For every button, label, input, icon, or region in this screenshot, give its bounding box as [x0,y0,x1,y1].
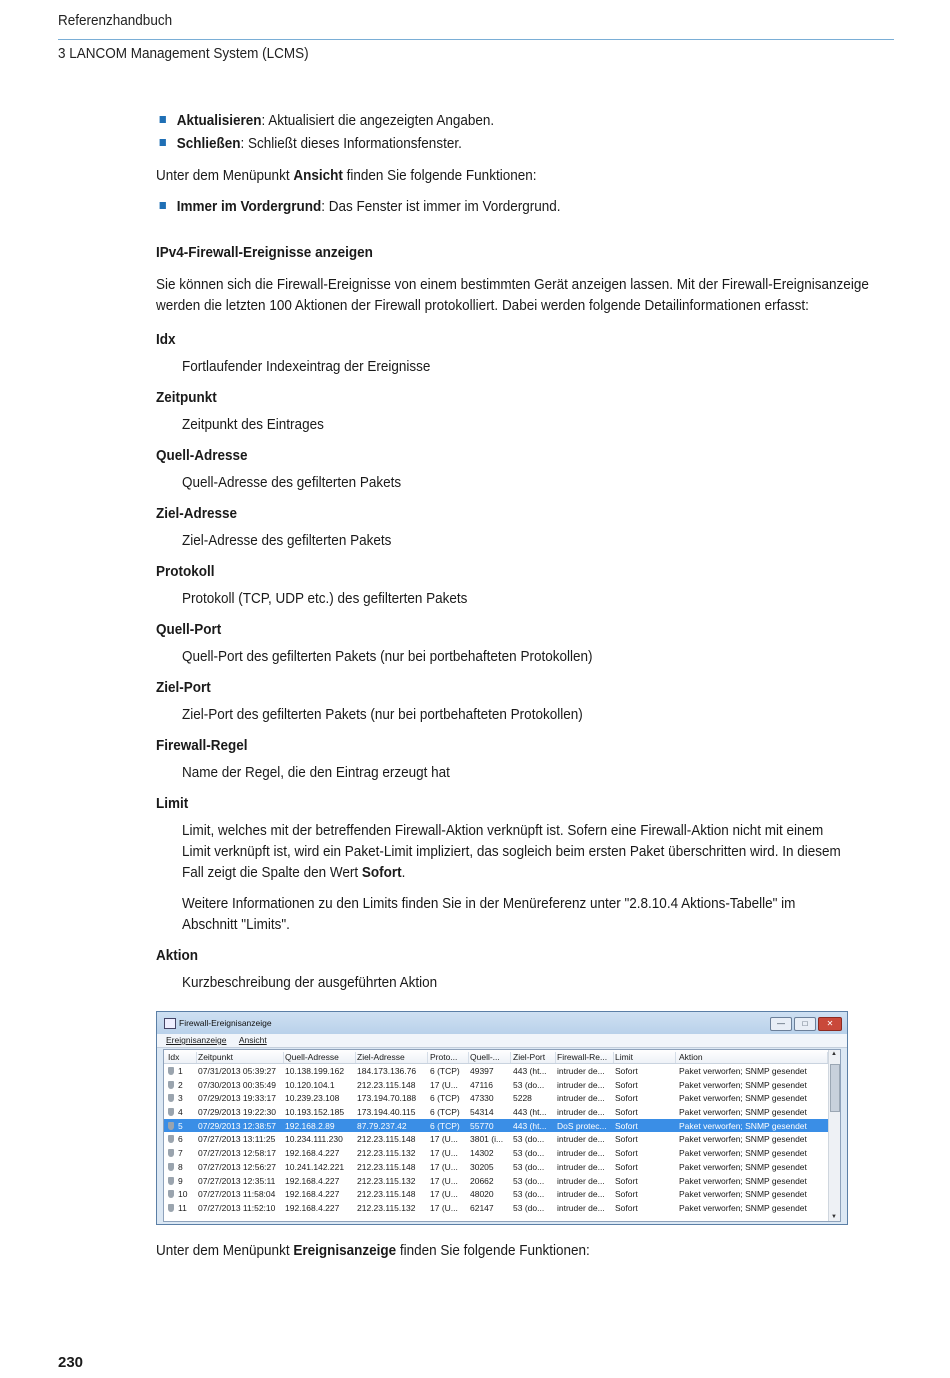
table-cell: 53 (do... [513,1161,545,1172]
def-term: Protokoll [156,563,215,580]
column-header[interactable]: Ziel-Port [513,1052,556,1063]
table-cell: Paket verworfen; SNMP gesendet [679,1120,807,1131]
def-term: Quell-Adresse [156,447,248,464]
section-heading: IPv4-Firewall-Ereignisse anzeigen [156,244,373,261]
table-cell: intruder de... [557,1066,605,1076]
shield-icon [168,1204,174,1212]
table-cell: Sofort [615,1189,638,1200]
table-cell: Sofort [615,1134,638,1145]
column-header[interactable]: Ziel-Adresse [357,1052,428,1063]
event-table [163,1049,841,1222]
table-cell: Paket verworfen; SNMP gesendet [679,1175,807,1186]
table-cell: 7 [178,1148,183,1159]
table-cell: 17 (U... [430,1175,458,1186]
table-cell: 212.23.115.132 [357,1175,416,1186]
table-cell: 6 (TCP) [430,1107,460,1118]
table-cell: 212.23.115.148 [357,1134,416,1145]
table-cell: 07/27/2013 11:58:04 [198,1189,276,1200]
table-cell: 54314 [470,1107,494,1118]
minimize-button[interactable]: — [770,1017,792,1031]
shield-icon [168,1135,174,1143]
scroll-thumb[interactable] [830,1064,840,1112]
table-cell: Paket verworfen; SNMP gesendet [679,1079,807,1090]
table-cell: 20662 [470,1175,494,1186]
table-cell: Sofort [615,1107,638,1118]
running-header-book: Referenzhandbuch [58,12,173,29]
vertical-scrollbar[interactable] [828,1050,840,1221]
page-body [156,110,896,993]
table-cell: 10.239.23.108 [285,1093,340,1104]
table-cell: 8 [178,1161,183,1172]
table-cell: intruder de... [557,1107,605,1118]
scroll-down-icon[interactable]: ▼ [831,1214,837,1220]
menu-ansicht[interactable]: Ansicht [238,1035,267,1045]
table-cell: 184.173.136.76 [357,1066,417,1076]
table-row[interactable] [164,1146,840,1160]
bullet-aktualisieren [156,110,822,131]
table-cell: Paket verworfen; SNMP gesendet [679,1066,807,1076]
table-cell: 07/29/2013 12:38:57 [198,1120,276,1131]
def-term: Firewall-Regel [156,737,248,754]
def-desc: Ziel-Adresse des gefilterten Pakets [182,532,392,549]
table-cell: 212.23.115.148 [357,1161,416,1172]
table-cell: 5228 [513,1093,532,1104]
bullet-text: : Das Fenster ist immer im Vordergrund. [321,198,561,215]
table-cell: 11 [178,1202,187,1213]
table-cell: intruder de... [557,1189,605,1200]
bullet-text: : Aktualisiert die angezeigten Angaben. [261,112,495,129]
table-cell: 48020 [470,1189,494,1200]
table-cell: 62147 [470,1202,494,1213]
shield-icon [168,1122,174,1130]
table-cell: 17 (U... [430,1148,458,1159]
table-cell: 10.138.199.162 [285,1066,345,1076]
bullet-schliessen [156,133,822,154]
table-cell: Sofort [615,1202,638,1213]
table-cell: 212.23.115.148 [357,1189,416,1200]
table-cell: 47330 [470,1093,494,1104]
table-cell: 53 (do... [513,1175,545,1186]
column-header[interactable]: Proto... [430,1052,469,1063]
table-row[interactable] [164,1064,840,1078]
table-cell: 192.168.2.89 [285,1120,335,1131]
table-cell: Paket verworfen; SNMP gesendet [679,1107,807,1118]
shield-icon [168,1094,174,1102]
table-cell: 3801 (i... [470,1134,504,1145]
def-term: Ziel-Adresse [156,505,238,522]
shield-icon [168,1149,174,1157]
def-desc: Protokoll (TCP, UDP etc.) des gefilterten Pakets [182,590,468,607]
shield-icon [168,1163,174,1171]
bullet-term: Aktualisieren [176,112,262,129]
table-cell: intruder de... [557,1175,605,1186]
table-cell: 14302 [470,1148,494,1159]
table-cell: Paket verworfen; SNMP gesendet [679,1202,807,1213]
table-cell: 53 (do... [513,1189,545,1200]
header-rule [58,39,894,40]
def-term: Idx [156,331,176,348]
table-cell: 173.194.70.188 [357,1093,417,1104]
table-row[interactable] [164,1091,840,1105]
table-cell: 3 [178,1093,183,1104]
table-cell: 4 [178,1107,183,1118]
column-header[interactable]: Limit [615,1052,676,1063]
table-row[interactable] [164,1078,840,1092]
window-menubar [157,1034,847,1048]
table-header-row[interactable] [164,1050,840,1064]
ansicht-intro: Unter dem Menüpunkt Ansicht finden Sie folgende Funktionen: [156,167,537,184]
table-row[interactable] [164,1201,840,1215]
table-cell: 53 (do... [513,1079,545,1090]
table-cell: 17 (U... [430,1161,458,1172]
table-cell: Sofort [615,1093,638,1104]
table-cell: 07/29/2013 19:33:17 [198,1093,276,1104]
def-desc: Quell-Port des gefilterten Pakets (nur bei portbehafteten Protokollen) [182,648,593,665]
shield-icon [168,1190,174,1198]
table-cell: 443 (ht... [513,1120,547,1131]
table-cell: 1 [178,1066,183,1076]
definition-list [156,329,896,993]
table-cell: Sofort [615,1175,638,1186]
table-cell: 07/27/2013 13:11:25 [198,1134,276,1145]
def-desc: Zeitpunkt des Eintrages [182,416,324,433]
table-cell: 87.79.237.42 [357,1120,407,1131]
table-cell: 2 [178,1079,183,1090]
table-cell: 443 (ht... [513,1066,547,1076]
table-cell: 07/27/2013 11:52:10 [198,1202,276,1213]
page-number: 230 [58,1354,84,1371]
table-cell: Paket verworfen; SNMP gesendet [679,1148,807,1159]
table-cell: 10.234.111.230 [285,1134,343,1145]
table-cell: Paket verworfen; SNMP gesendet [679,1093,807,1104]
column-header[interactable]: Quell-Adresse [285,1052,356,1063]
table-cell: Sofort [615,1148,638,1159]
shield-icon [168,1108,174,1116]
shield-icon [168,1067,174,1075]
table-cell: 10.120.104.1 [285,1079,335,1090]
column-header[interactable]: Zeitpunkt [198,1052,284,1063]
window-title: Firewall-Ereignisanzeige [179,1018,272,1028]
table-cell: 443 (ht... [513,1107,547,1118]
table-cell: 07/27/2013 12:35:11 [198,1175,276,1186]
table-row[interactable] [164,1160,840,1174]
bullet-square-icon [160,202,166,209]
bullet-square-icon [160,116,166,123]
def-desc-limit: Limit, welches mit der betreffenden Firewall-Aktion verknüpft ist. Sofern eine Firewall-Aktion nicht mit einem Limit verknüpft ist, wird ein Paket-Limit impliziert, das sogleich beim ersten Paket überschritten wird. In diesem Fall zeigt die Spalte den Wert Sofort. [182,822,841,881]
section-paragraph: Sie können sich die Firewall-Ereignisse von einem bestimmten Gerät anzeigen lassen. Mit der Firewall-Ereignisanzeige werden die letzten 100 Aktionen der Firewall protokolliert. Dabei werden folgende Detailinformationen erfasst: [156,276,869,314]
column-header[interactable]: Firewall-Re... [557,1052,614,1063]
close-button[interactable]: ✕ [818,1017,842,1031]
scroll-up-icon[interactable]: ▲ [831,1051,837,1057]
window-app-icon [164,1018,176,1029]
table-cell: 07/27/2013 12:56:27 [198,1161,276,1172]
table-cell: 53 (do... [513,1202,545,1213]
table-cell: intruder de... [557,1093,605,1104]
table-cell: 30205 [470,1161,494,1172]
table-cell: 17 (U... [430,1134,458,1145]
table-cell: 192.168.4.227 [285,1202,340,1213]
maximize-button[interactable]: □ [794,1017,816,1031]
table-cell: 47116 [470,1079,494,1090]
table-cell: Paket verworfen; SNMP gesendet [679,1161,807,1172]
table-cell: 53 (do... [513,1148,545,1159]
table-cell: 49397 [470,1066,494,1076]
table-row[interactable] [164,1187,840,1201]
bullet-term: Schließen [176,135,241,152]
table-cell: 53 (do... [513,1134,545,1145]
table-cell: 07/31/2013 05:39:27 [198,1066,276,1076]
table-row[interactable] [164,1105,840,1119]
def-desc-aktion: Kurzbeschreibung der ausgeführten Aktion [182,974,438,991]
table-cell: intruder de... [557,1134,605,1145]
def-term: Zeitpunkt [156,389,217,406]
bullet-text: : Schließt dieses Informationsfenster. [240,135,462,152]
table-cell: Paket verworfen; SNMP gesendet [679,1189,807,1200]
window-titlebar [157,1012,847,1034]
table-cell: intruder de... [557,1148,605,1159]
table-row[interactable] [164,1132,840,1146]
column-header[interactable]: Idx [168,1052,197,1063]
table-cell: DoS protec... [557,1120,607,1131]
table-cell: 07/30/2013 00:35:49 [198,1079,276,1090]
table-cell: 17 (U... [430,1079,458,1090]
firewall-event-window [156,1011,848,1225]
table-cell: 17 (U... [430,1202,458,1213]
running-header-chapter: 3 LANCOM Management System (LCMS) [58,45,309,62]
bullet-immer-im-vordergrund [156,196,822,217]
table-cell: 212.23.115.148 [357,1079,416,1090]
table-cell: 10.241.142.221 [285,1161,345,1172]
closing-line: Unter dem Menüpunkt Ereignisanzeige finden Sie folgende Funktionen: [156,1242,590,1259]
table-cell: 10.193.152.185 [285,1107,345,1118]
table-cell: 9 [178,1175,183,1186]
table-cell: intruder de... [557,1202,605,1213]
table-cell: Paket verworfen; SNMP gesendet [679,1134,807,1145]
table-row[interactable] [164,1119,840,1133]
table-cell: Sofort [615,1161,638,1172]
def-desc: Fortlaufender Indexeintrag der Ereignisse [182,358,431,375]
table-cell: 173.194.40.115 [357,1107,416,1118]
table-cell: 07/27/2013 12:58:17 [198,1148,276,1159]
table-cell: 6 [178,1134,183,1145]
table-cell: 6 (TCP) [430,1066,460,1076]
def-desc: Quell-Adresse des gefilterten Pakets [182,474,402,491]
table-cell: 17 (U... [430,1189,458,1200]
table-cell: 55770 [470,1120,494,1131]
table-cell: 5 [178,1120,183,1131]
table-cell: 212.23.115.132 [357,1202,416,1213]
column-header[interactable]: Aktion [679,1052,828,1063]
def-desc-limit-more: Weitere Informationen zu den Limits finden Sie in der Menüreferenz unter "2.8.10.4 Aktions-Tabelle" im Abschnitt "Limits". [182,895,796,933]
def-desc: Ziel-Port des gefilterten Pakets (nur bei portbehafteten Protokollen) [182,706,583,723]
shield-icon [168,1081,174,1089]
table-cell: intruder de... [557,1161,605,1172]
table-cell: 07/29/2013 19:22:30 [198,1107,276,1118]
shield-icon [168,1177,174,1185]
table-cell: Sofort [615,1120,638,1131]
table-cell: 212.23.115.132 [357,1148,416,1159]
table-cell: Sofort [615,1079,638,1090]
table-cell: intruder de... [557,1079,605,1090]
table-cell: 6 (TCP) [430,1093,460,1104]
table-cell: 192.168.4.227 [285,1148,340,1159]
table-row[interactable] [164,1174,840,1188]
table-cell: 192.168.4.227 [285,1189,340,1200]
table-cell: Sofort [615,1066,638,1076]
def-desc: Name der Regel, die den Eintrag erzeugt hat [182,764,450,781]
table-cell: 192.168.4.227 [285,1175,340,1186]
column-header[interactable]: Quell-... [470,1052,511,1063]
def-term-aktion: Aktion [156,947,199,964]
menu-ereignisanzeige[interactable]: Ereignisanzeige [166,1035,227,1045]
bullet-square-icon [160,139,166,146]
def-term: Ziel-Port [156,679,211,696]
def-term-limit: Limit [156,795,189,812]
bullet-term: Immer im Vordergrund [176,198,322,215]
table-cell: 10 [178,1189,188,1200]
def-term: Quell-Port [156,621,222,638]
table-cell: 6 (TCP) [430,1120,460,1131]
